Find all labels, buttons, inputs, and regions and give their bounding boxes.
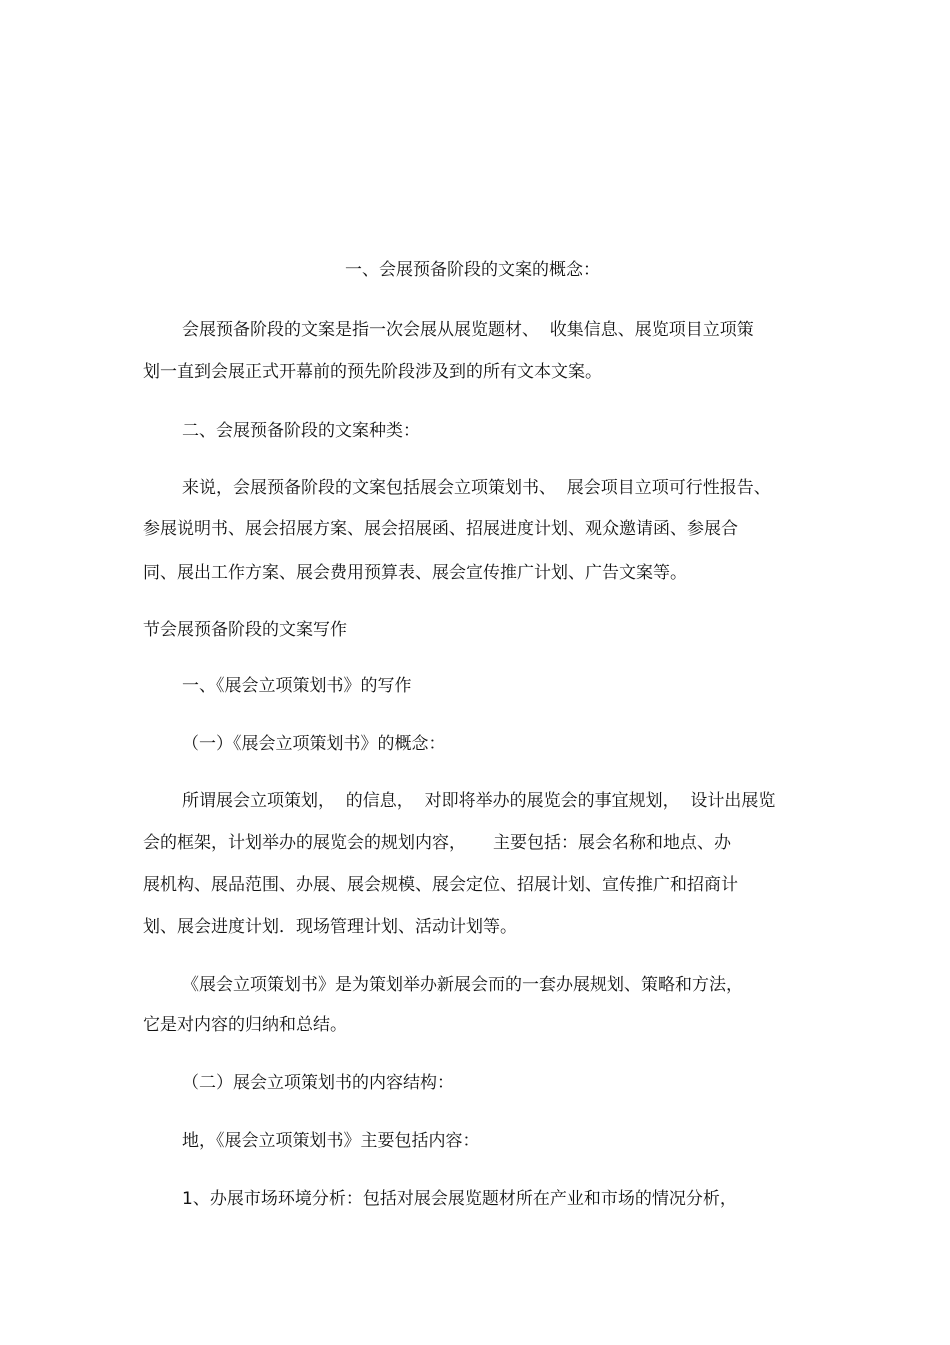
paragraph-line: 会展预备阶段的文案是指一次会展从展览题材、 收集信息、展览项目立项策 [182, 320, 754, 340]
paragraph-line: 来说，会展预备阶段的文案包括展会立项策划书、 展会项目立项可行性报告、 [182, 478, 771, 498]
subsection-heading: 一、《展会立项策划书》的写作 [182, 676, 412, 696]
concept-subheading: （一）《展会立项策划书》的概念： [182, 734, 446, 754]
structure-subheading: （二）展会立项策划书的内容结构： [182, 1073, 454, 1093]
paragraph-line: 划一直到会展正式开幕前的预先阶段涉及到的所有文本文案。 [143, 362, 602, 382]
paragraph-line: 划、展会进度计划．现场管理计划、活动计划等。 [143, 917, 517, 937]
paragraph-line: 《展会立项策划书》是为策划举办新展会而的一套办展规划、策略和方法， [182, 975, 743, 995]
paragraph-line: 所谓展会立项策划， 的信息， 对即将举办的展览会的事宜规划， 设计出展览 [182, 791, 776, 811]
paragraph-line: 参展说明书、展会招展方案、展会招展函、招展进度计划、观众邀请函、参展合 [143, 519, 738, 539]
paragraph-line: 展机构、展品范围、办展、展会规模、展会定位、招展计划、宣传推广和招商计 [143, 875, 738, 895]
list-item: 1、办展市场环境分析：包括对展会展览题材所在产业和市场的情况分析， [182, 1189, 737, 1209]
concept-heading: 一、会展预备阶段的文案的概念： [345, 260, 600, 280]
paragraph-line: 它是对内容的归纳和总结。 [143, 1015, 347, 1035]
paragraph-line: 同、展出工作方案、展会费用预算表、展会宣传推广计划、广告文案等。 [143, 563, 687, 583]
section-title: 节会展预备阶段的文案写作 [143, 620, 347, 640]
types-heading: 二、会展预备阶段的文案种类： [182, 421, 420, 441]
paragraph-line: 会的框架，计划举办的展览会的规划内容， 主要包括：展会名称和地点、办 [143, 833, 732, 853]
paragraph-line: 地，《展会立项策划书》主要包括内容： [182, 1131, 480, 1151]
